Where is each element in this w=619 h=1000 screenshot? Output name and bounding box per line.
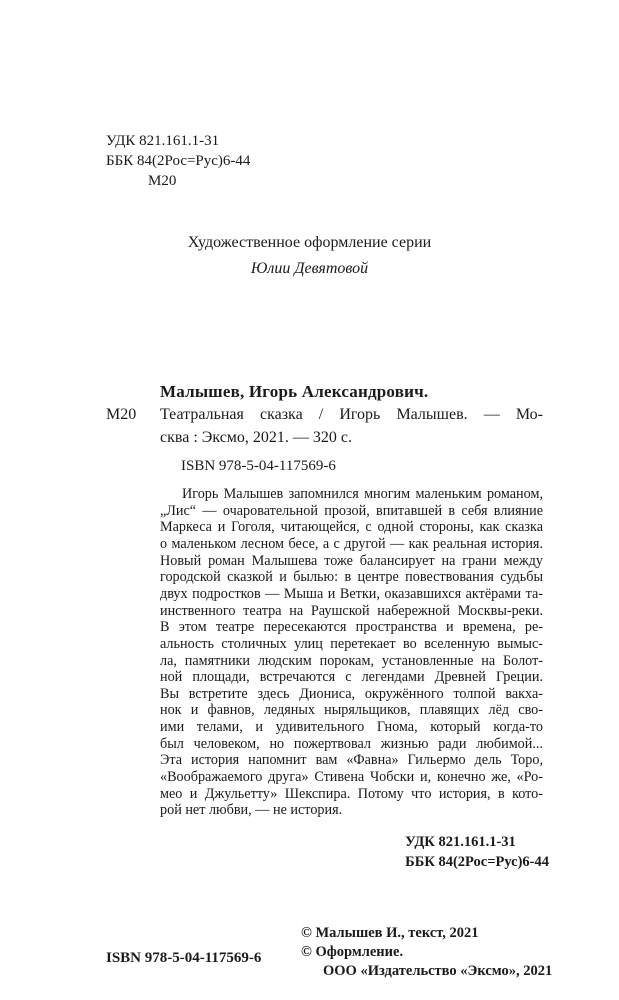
copyright-design: © Оформление. (301, 944, 404, 960)
author-mark: М20 (148, 173, 177, 189)
annotation-line: Новый роман Малышева тоже балансирует на грани между (160, 552, 543, 569)
annotation-line: двух подростков — Мыша и Ветки, оказавшихся актёрами та- (160, 585, 543, 602)
annotation-line: В этом театре пересекаются пространства и времена, ре- (160, 619, 543, 636)
annotation-line: о маленьком лесном бесе, а с другой — как реальная история. (160, 535, 543, 552)
series-design-label: Художественное оформление серии (187, 234, 432, 251)
annotation-line: был человеком, но пожертвовал жизнью ради любимой... (160, 735, 543, 752)
annotation-line: Вы встретите здесь Диониса, окружённого толпой вакха- (160, 685, 543, 702)
classification-codes-top (106, 131, 250, 191)
annotation-line: инственного театра на Раушской набережной Москвы-реки. (160, 602, 543, 619)
annotation-line: Маркеса и Гоголя, читающейся, с одной стороны, как сказка (160, 519, 543, 536)
record-line: сква : Эксмо, 2021. — 320 с. (160, 429, 353, 446)
annotation-line: альность столичных улиц перетекает во вселенную вымыс- (160, 635, 543, 652)
annotation-line: мео и Джульетту» Шекспира. Потому что история, в кото- (160, 785, 543, 802)
annotation-line: рой нет любви, — не история. (160, 802, 343, 819)
annotation-paragraph (160, 486, 543, 820)
udk-code: УДК 821.161.1-31 (106, 133, 220, 149)
author-heading: Малышев, Игорь Александрович. (160, 382, 429, 401)
bbk-code: ББК 84(2Рос=Рус)6-44 (106, 153, 251, 169)
series-designer-name: Юлии Девятовой (250, 260, 369, 277)
annotation-line: „Лис“ — очаровательной прозой, впитавшей в себя влияние (160, 502, 543, 519)
copyright-text: © Малышев И., текст, 2021 (301, 925, 479, 941)
classification-codes-bottom (405, 832, 549, 872)
annotation-line: Игорь Малышев запомнился многим маленьким романом, (182, 486, 543, 502)
bibliographic-record (160, 406, 543, 452)
annotation-line: ими телами, и удивительного Гнома, который когда-то (160, 719, 543, 736)
copyright-publisher: ООО «Издательство «Эксмо», 2021 (323, 963, 553, 979)
annotation-line: городской сказкой и былью: в центре повествования судьбы (160, 569, 543, 586)
udk-code-bottom: УДК 821.161.1-31 (405, 834, 516, 850)
annotation-line: ла, памятники людским порокам, установленные на Болот- (160, 652, 543, 669)
record-line: Театральная сказка / Игорь Малышев. — Мо- (160, 406, 543, 423)
copyright-block (301, 924, 552, 981)
isbn-bottom: ISBN 978-5-04-117569-6 (106, 950, 262, 966)
annotation-line: нок и фавнов, ледяных ныряльщиков, плавящих лёд сво- (160, 702, 543, 719)
annotation-line: «Воображаемого друга» Стивена Чобски и, конечно же, «Ро- (160, 769, 543, 786)
annotation-line: Эта история напомнит вам «Фавна» Гильермо дель Торо, (160, 752, 543, 769)
bbk-code-bottom: ББК 84(2Рос=Рус)6-44 (405, 854, 549, 870)
author-mark-left: М20 (106, 406, 137, 423)
annotation-line: ной площади, встречаются с легендами Древней Греции. (160, 669, 543, 686)
isbn-top: ISBN 978-5-04-117569-6 (181, 458, 336, 474)
